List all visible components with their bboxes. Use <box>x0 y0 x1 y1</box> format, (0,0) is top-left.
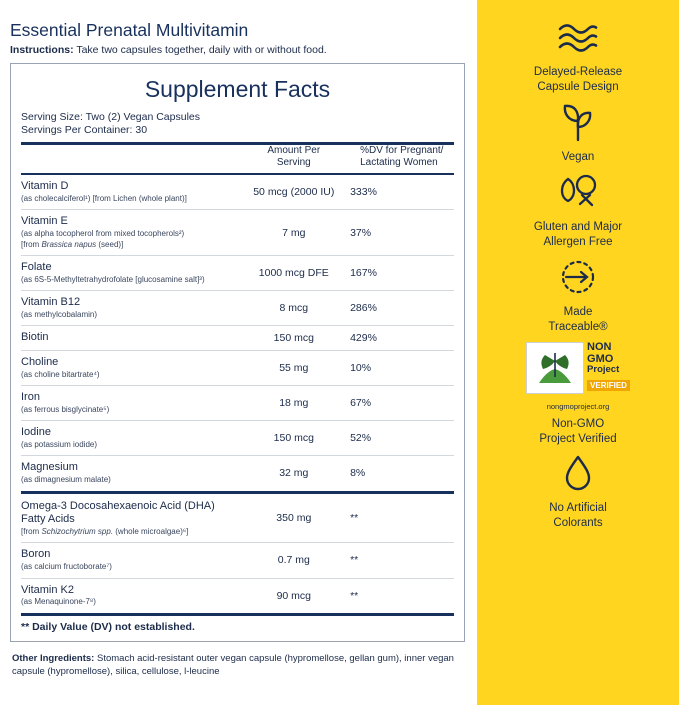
non-gmo-line1: NON <box>587 341 612 354</box>
nutrient-source: (as cholecalciferol¹) [from Lichen (whole plant)] <box>21 194 187 203</box>
nutrient-dv: 37% <box>350 210 454 256</box>
wave-lines-icon <box>477 14 679 60</box>
table-row <box>21 210 454 256</box>
nutrient-name-cell <box>21 350 238 385</box>
badge-caption-line1: No Artificial <box>549 502 607 515</box>
nutrient-source: (as ferrous bisglycinate⁵) <box>21 404 110 414</box>
badge-caption-line2: Colorants <box>553 517 603 530</box>
nutrient-amount: 150 mcg <box>238 421 351 456</box>
badge-vegan <box>477 99 679 165</box>
nutrient-amount: 18 mg <box>238 386 351 421</box>
nutrient-amount: 7 mg <box>238 210 351 256</box>
benefits-panel <box>477 0 679 705</box>
dashed-circle-arrow-icon <box>477 254 679 300</box>
header-amount-line2: Serving <box>276 157 311 169</box>
nutrient-dv: 67% <box>350 386 454 421</box>
nutrient-dv: 333% <box>350 174 454 210</box>
nutrient-dv: 10% <box>350 350 454 385</box>
nutrient-amount: 8 mcg <box>238 291 351 326</box>
source-italic: Brassica napus <box>41 239 97 249</box>
table-row <box>21 326 454 351</box>
header-daily-value <box>350 145 454 174</box>
nutrient-name-line1: Omega-3 Docosahexaenoic Acid (DHA) <box>21 499 215 512</box>
badge-caption-line1: Non-GMO <box>551 417 605 430</box>
page-title: Essential Prenatal Multivitamin <box>10 20 249 40</box>
nutrient-dv: 167% <box>350 255 454 290</box>
badge-caption-line1: Gluten and Major <box>533 220 623 233</box>
nutrient-source-line2 <box>21 240 238 250</box>
badge-gluten-allergen-free <box>477 169 679 250</box>
instructions-text: Take two capsules together, daily with or without food. <box>76 44 327 56</box>
nutrient-source-line1: (as alpha tocopherol from mixed tocopherols²) <box>21 229 185 239</box>
daily-value-footnote: ** Daily Value (DV) not established. <box>21 614 454 633</box>
serving-size: Serving Size: Two (2) Vegan Capsules <box>21 111 200 123</box>
leaf-icon <box>477 99 679 145</box>
instructions-line <box>10 44 467 56</box>
nutrient-name: Folate <box>21 260 52 273</box>
badge-caption <box>477 150 679 165</box>
source-post: (seed)] <box>96 239 124 249</box>
source-post: (whole microalgae)⁶] <box>113 527 189 537</box>
nutrient-name: Vitamin E <box>21 215 68 228</box>
nutrient-source: (as choline bitartrate⁴) <box>21 369 100 379</box>
nutrient-name-cell <box>21 492 238 543</box>
nutrient-name-cell <box>21 578 238 614</box>
badge-caption <box>477 65 679 95</box>
header-dv-line1: %DV for Pregnant/ <box>360 145 444 157</box>
nutrient-name: Biotin <box>21 331 49 344</box>
nutrient-dv: 52% <box>350 421 454 456</box>
other-ingredients <box>12 652 472 680</box>
nutrient-dv: 429% <box>350 326 454 351</box>
nutrient-name: Boron <box>21 548 51 561</box>
non-gmo-line2: GMO <box>587 352 614 365</box>
badge-caption-line1: Made <box>563 305 593 318</box>
crossed-wheat-icon <box>477 169 679 215</box>
header-amount-line1: Amount Per <box>267 145 321 157</box>
nutrient-amount: 150 mcg <box>238 326 351 351</box>
table-row <box>21 386 454 421</box>
servings-per-container: Servings Per Container: 30 <box>21 124 148 137</box>
nutrient-dv: ** <box>350 492 454 543</box>
nutrient-name: Magnesium <box>21 461 78 474</box>
nutrient-name: Vitamin B12 <box>21 296 81 309</box>
badge-caption-line1: Vegan <box>561 150 595 163</box>
footnote-row <box>21 614 454 633</box>
nutrient-amount: 90 mcg <box>238 578 351 614</box>
nutrient-source: (as 6S-5-Methyltetrahydrofolate [glucosamine salt]³) <box>21 274 205 284</box>
nutrient-source <box>21 527 238 537</box>
non-gmo-butterfly-logo <box>526 342 584 394</box>
nutrient-name: Vitamin K2 <box>21 583 74 596</box>
nutrient-name: Iron <box>21 391 40 404</box>
source-pre: [from <box>21 527 42 537</box>
nutrient-dv: ** <box>350 578 454 614</box>
nutrient-name-cell <box>21 326 238 351</box>
nutrient-source: (as methylcobalamin) <box>21 309 98 319</box>
nutrient-amount: 1000 mcg DFE <box>238 255 351 290</box>
header-nutrient <box>21 145 238 174</box>
nutrient-dv: ** <box>350 543 454 578</box>
nutrient-name-cell <box>21 543 238 578</box>
nutrient-name: Choline <box>21 355 59 368</box>
badge-caption-line2: Project Verified <box>539 432 617 445</box>
nutrient-dv: 8% <box>350 456 454 492</box>
nutrient-amount: 50 mcg (2000 IU) <box>238 174 351 210</box>
header-amount-per-serving <box>238 145 351 174</box>
nutrient-name-cell <box>21 456 238 492</box>
table-row <box>21 543 454 578</box>
table-row <box>21 255 454 290</box>
nutrition-table <box>21 145 454 632</box>
non-gmo-line3: Project <box>587 364 620 376</box>
water-drop-icon <box>477 450 679 496</box>
other-ingredients-text: Stomach acid-resistant outer vegan capsule (hypromellose, gellan gum), inner vegan capsule (hypromellose), silica, cellulose, l-leucine <box>12 652 454 678</box>
table-row <box>21 174 454 210</box>
nutrient-amount: 32 mg <box>238 456 351 492</box>
nutrient-name-cell <box>21 421 238 456</box>
badge-caption-line2: Capsule Design <box>537 80 619 93</box>
badge-caption-line1: Delayed-Release <box>533 66 623 78</box>
non-gmo-logo-text <box>587 342 630 393</box>
table-row <box>21 291 454 326</box>
nutrient-name-cell <box>21 386 238 421</box>
nutrient-name-cell <box>21 255 238 290</box>
nutrient-source: (as potassium iodide) <box>21 439 98 449</box>
badge-no-artificial-colorants <box>477 450 679 531</box>
supplement-facts-box <box>10 63 465 642</box>
table-row <box>21 350 454 385</box>
badge-caption <box>477 220 679 250</box>
badge-caption <box>477 501 679 531</box>
non-gmo-verified-icon <box>477 339 679 397</box>
nutrient-amount: 350 mg <box>238 492 351 543</box>
nutrient-name-cell <box>21 210 238 256</box>
badge-delayed-release <box>477 14 679 95</box>
header-dv-line2: Lactating Women <box>360 157 438 169</box>
table-header-row <box>21 145 454 174</box>
other-ingredients-label: Other Ingredients: <box>12 652 95 664</box>
badge-caption-line2: Traceable® <box>548 320 608 333</box>
nutrient-name-cell <box>21 291 238 326</box>
badge-caption <box>477 305 679 335</box>
table-row <box>21 578 454 614</box>
nutrient-name: Iodine <box>21 426 51 439</box>
badge-made-traceable <box>477 254 679 335</box>
nutrient-name-cell <box>21 174 238 210</box>
table-row <box>21 492 454 543</box>
badge-caption <box>477 417 679 447</box>
nutrient-source: (as dimagnesium malate) <box>21 475 111 485</box>
nutrient-name: Vitamin D <box>21 180 69 193</box>
nutrient-amount: 0.7 mg <box>238 543 351 578</box>
source-pre: [from <box>21 239 42 249</box>
nutrient-source: (as calcium fructoborate⁷) <box>21 562 112 572</box>
badge-caption-line2: Allergen Free <box>543 235 613 248</box>
supplement-facts-title: Supplement Facts <box>144 76 331 102</box>
instructions-label: Instructions: <box>10 44 74 56</box>
table-row <box>21 421 454 456</box>
nutrient-dv: 286% <box>350 291 454 326</box>
non-gmo-url: nongmoproject.org <box>546 401 610 411</box>
nutrient-source: (as Menaquinone-7⁸) <box>21 597 96 607</box>
nutrient-name-line2: Fatty Acids <box>21 513 75 526</box>
table-row <box>21 456 454 492</box>
nutrient-amount: 55 mg <box>238 350 351 385</box>
non-gmo-line4: VERIFIED <box>587 380 630 391</box>
badge-non-gmo <box>477 339 679 447</box>
source-italic: Schizochytrium spp. <box>41 527 114 537</box>
